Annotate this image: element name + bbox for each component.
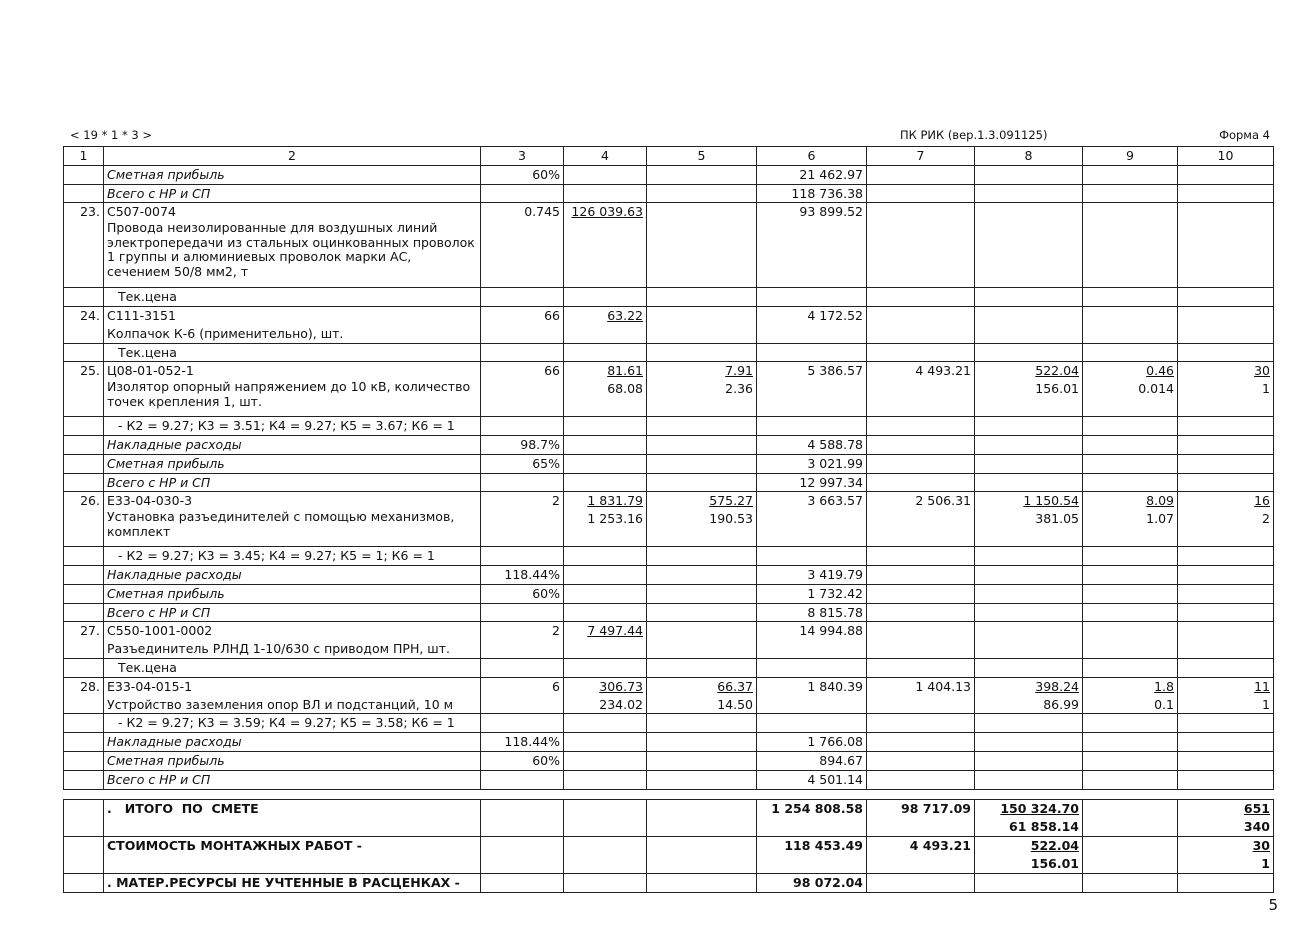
cell: 306.73 <box>564 677 647 695</box>
table-row <box>64 751 1274 770</box>
cell: 98 717.09 <box>867 800 975 818</box>
item-number: 26. <box>64 492 104 547</box>
cell: 651 <box>1178 800 1274 818</box>
col-header: 9 <box>1083 147 1178 166</box>
cell: 156.01 <box>975 855 1083 873</box>
column-header-row <box>64 147 1274 166</box>
cell: 150 324.70 <box>975 800 1083 818</box>
item-code: Ц08-01-052-1 <box>104 362 481 380</box>
total-label: . ИТОГО ПО СМЕТЕ <box>104 800 481 818</box>
item-number: 27. <box>64 622 104 659</box>
table-row <box>64 584 1274 603</box>
row-label: Всего с НР и СП <box>104 184 481 203</box>
cell: 0.46 <box>1083 362 1178 380</box>
col-header: 1 <box>64 147 104 166</box>
cell: 98 072.04 <box>757 873 867 892</box>
table-row <box>64 696 1274 714</box>
cell: 16 <box>1178 492 1274 510</box>
cell: 66 <box>481 306 564 343</box>
cell: 398.24 <box>975 677 1083 695</box>
cell: 14 994.88 <box>757 622 867 659</box>
cell: 340 <box>1178 818 1274 836</box>
form-label: Форма 4 <box>1219 128 1270 142</box>
table-row <box>64 603 1274 622</box>
table-row <box>64 836 1274 854</box>
table-row <box>64 435 1274 454</box>
cell: 1.8 <box>1083 677 1178 695</box>
table-row <box>64 380 1274 417</box>
row-label: Всего с НР и СП <box>104 473 481 492</box>
cell: 0.1 <box>1083 696 1178 714</box>
coefficients: - К2 = 9.27; К3 = 3.51; К4 = 9.27; К5 = 3.67; К6 = 1 <box>104 417 481 436</box>
item-code: Е33-04-015-1 <box>104 677 481 695</box>
cell: 2 506.31 <box>867 492 975 547</box>
table-row <box>64 362 1274 380</box>
table-row <box>64 288 1274 307</box>
item-description: Устройство заземления опор ВЛ и подстанций, 10 м <box>104 696 481 714</box>
table-row <box>64 203 1274 221</box>
col-header: 5 <box>647 147 757 166</box>
cell: 7 497.44 <box>587 623 643 639</box>
cell: 156.01 <box>975 380 1083 417</box>
cell: 0.014 <box>1083 380 1178 417</box>
cell: 98.7% <box>481 435 564 454</box>
table-row <box>64 677 1274 695</box>
cell: 2 <box>481 492 564 547</box>
item-number: 23. <box>64 203 104 288</box>
cell: 1 253.16 <box>564 510 647 547</box>
cell: 30 <box>1178 836 1274 854</box>
item-description: Установка разъединителей с помощью механизмов, комплект <box>104 510 481 547</box>
estimate-table <box>63 146 1274 790</box>
cell: 68.08 <box>564 380 647 417</box>
col-header: 7 <box>867 147 975 166</box>
col-header: 10 <box>1178 147 1274 166</box>
cell: 61 858.14 <box>975 818 1083 836</box>
table-row <box>64 417 1274 436</box>
table-row <box>64 800 1274 818</box>
item-number: 25. <box>64 362 104 417</box>
cell: 11 <box>1178 677 1274 695</box>
table-row <box>64 492 1274 510</box>
cell: 190.53 <box>647 510 757 547</box>
cell: 1 831.79 <box>564 492 647 510</box>
item-description: Изолятор опорный напряжением до 10 кВ, количество точек крепления 1, шт. <box>104 380 481 417</box>
table-row <box>64 306 1274 324</box>
cell: 522.04 <box>975 362 1083 380</box>
cell: 118.44% <box>481 565 564 584</box>
cell: 118.44% <box>481 733 564 752</box>
cell: 81.61 <box>564 362 647 380</box>
col-header: 2 <box>104 147 481 166</box>
item-code: С550-1001-0002 <box>104 622 481 640</box>
table-row <box>64 454 1274 473</box>
table-row <box>64 714 1274 733</box>
cell: 12 997.34 <box>757 473 867 492</box>
cell: 8 815.78 <box>757 603 867 622</box>
cell: 30 <box>1178 362 1274 380</box>
cell: 7.91 <box>647 362 757 380</box>
cell: 118 453.49 <box>757 836 867 854</box>
col-header: 8 <box>975 147 1083 166</box>
cell: 1 766.08 <box>757 733 867 752</box>
item-code: Е33-04-030-3 <box>104 492 481 510</box>
cell: 1 <box>1178 855 1274 873</box>
item-description: Разъединитель РЛНД 1-10/630 с приводом ПРН, шт. <box>104 640 481 658</box>
cell: 3 419.79 <box>757 565 867 584</box>
cell: 1 <box>1178 380 1274 417</box>
col-header: 6 <box>757 147 867 166</box>
cell: 4 493.21 <box>867 362 975 417</box>
table-row <box>64 565 1274 584</box>
cell: 522.04 <box>975 836 1083 854</box>
cell: 234.02 <box>564 696 647 714</box>
cell: 2 <box>1178 510 1274 547</box>
cell: 86.99 <box>975 696 1083 714</box>
row-label: Всего с НР и СП <box>104 603 481 622</box>
cell: 1 <box>1178 696 1274 714</box>
row-label: Сметная прибыль <box>104 165 481 184</box>
row-label: Сметная прибыль <box>104 751 481 770</box>
item-description: Колпачок К-6 (применительно), шт. <box>104 325 481 343</box>
cell: 3 663.57 <box>757 492 867 547</box>
cell: 4 588.78 <box>757 435 867 454</box>
cell: 0.745 <box>481 203 564 288</box>
row-label: Накладные расходы <box>104 565 481 584</box>
cell: 1 732.42 <box>757 584 867 603</box>
cell: 126 039.63 <box>571 204 643 220</box>
table-row <box>64 770 1274 789</box>
cell: 60% <box>481 584 564 603</box>
table-row <box>64 733 1274 752</box>
price-label: Тек.цена <box>104 343 481 362</box>
item-description: Провода неизолированные для воздушных линий электропередачи из стальных оцинкованных проволок 1 группы и алюминиевых проволок марки АС, сечением 50/8 мм2, т <box>104 221 481 288</box>
cell: 66 <box>481 362 564 417</box>
table-row <box>64 510 1274 547</box>
doc-code: < 19 * 1 * 3 > <box>70 128 152 142</box>
price-label: Тек.цена <box>104 288 481 307</box>
table-row <box>64 343 1274 362</box>
row-label: Накладные расходы <box>104 733 481 752</box>
row-label: Накладные расходы <box>104 435 481 454</box>
cell: 93 899.52 <box>757 203 867 288</box>
cell: 2 <box>481 622 564 659</box>
cell: 4 172.52 <box>757 306 867 343</box>
cell: 381.05 <box>975 510 1083 547</box>
cell: 6 <box>481 677 564 714</box>
cell: 1 840.39 <box>757 677 867 714</box>
row-label: Сметная прибыль <box>104 584 481 603</box>
table-row <box>64 873 1274 892</box>
coefficients: - К2 = 9.27; К3 = 3.59; К4 = 9.27; К5 = 3.58; К6 = 1 <box>104 714 481 733</box>
item-code: С111-3151 <box>104 306 481 324</box>
col-header: 3 <box>481 147 564 166</box>
cell: 60% <box>481 165 564 184</box>
cell: 60% <box>481 751 564 770</box>
table-row <box>64 473 1274 492</box>
price-label: Тек.цена <box>104 658 481 677</box>
totals-table <box>63 799 1274 893</box>
item-code: С507-0074 <box>104 203 481 221</box>
cell: 118 736.38 <box>757 184 867 203</box>
cell: 575.27 <box>647 492 757 510</box>
total-label: СТОИМОСТЬ МОНТАЖНЫХ РАБОТ - <box>104 836 481 854</box>
item-number: 28. <box>64 677 104 714</box>
table-row <box>64 547 1274 566</box>
cell: 894.67 <box>757 751 867 770</box>
cell: 65% <box>481 454 564 473</box>
cell: 8.09 <box>1083 492 1178 510</box>
row-label: Всего с НР и СП <box>104 770 481 789</box>
row-label: Сметная прибыль <box>104 454 481 473</box>
cell: 1.07 <box>1083 510 1178 547</box>
cell: 1 150.54 <box>975 492 1083 510</box>
cell: 5 386.57 <box>757 362 867 417</box>
cell: 4 501.14 <box>757 770 867 789</box>
item-number: 24. <box>64 306 104 343</box>
coefficients: - К2 = 9.27; К3 = 3.45; К4 = 9.27; К5 = 1; К6 = 1 <box>104 547 481 566</box>
software-version: ПК РИК (вер.1.3.091125) <box>900 128 1048 142</box>
cell: 1 404.13 <box>867 677 975 714</box>
table-row <box>64 622 1274 640</box>
page-number: 5 <box>1268 896 1278 914</box>
cell: 1 254 808.58 <box>757 800 867 818</box>
table-row <box>64 165 1274 184</box>
cell: 63.22 <box>607 307 643 323</box>
col-header: 4 <box>564 147 647 166</box>
cell: 4 493.21 <box>867 836 975 854</box>
cell: 3 021.99 <box>757 454 867 473</box>
cell: 66.37 <box>647 677 757 695</box>
cell: 2.36 <box>647 380 757 417</box>
cell: 21 462.97 <box>757 165 867 184</box>
table-row <box>64 658 1274 677</box>
total-label: . МАТЕР.РЕСУРСЫ НЕ УЧТЕННЫЕ В РАСЦЕНКАХ - <box>104 873 481 892</box>
table-row <box>64 184 1274 203</box>
cell: 14.50 <box>647 696 757 714</box>
